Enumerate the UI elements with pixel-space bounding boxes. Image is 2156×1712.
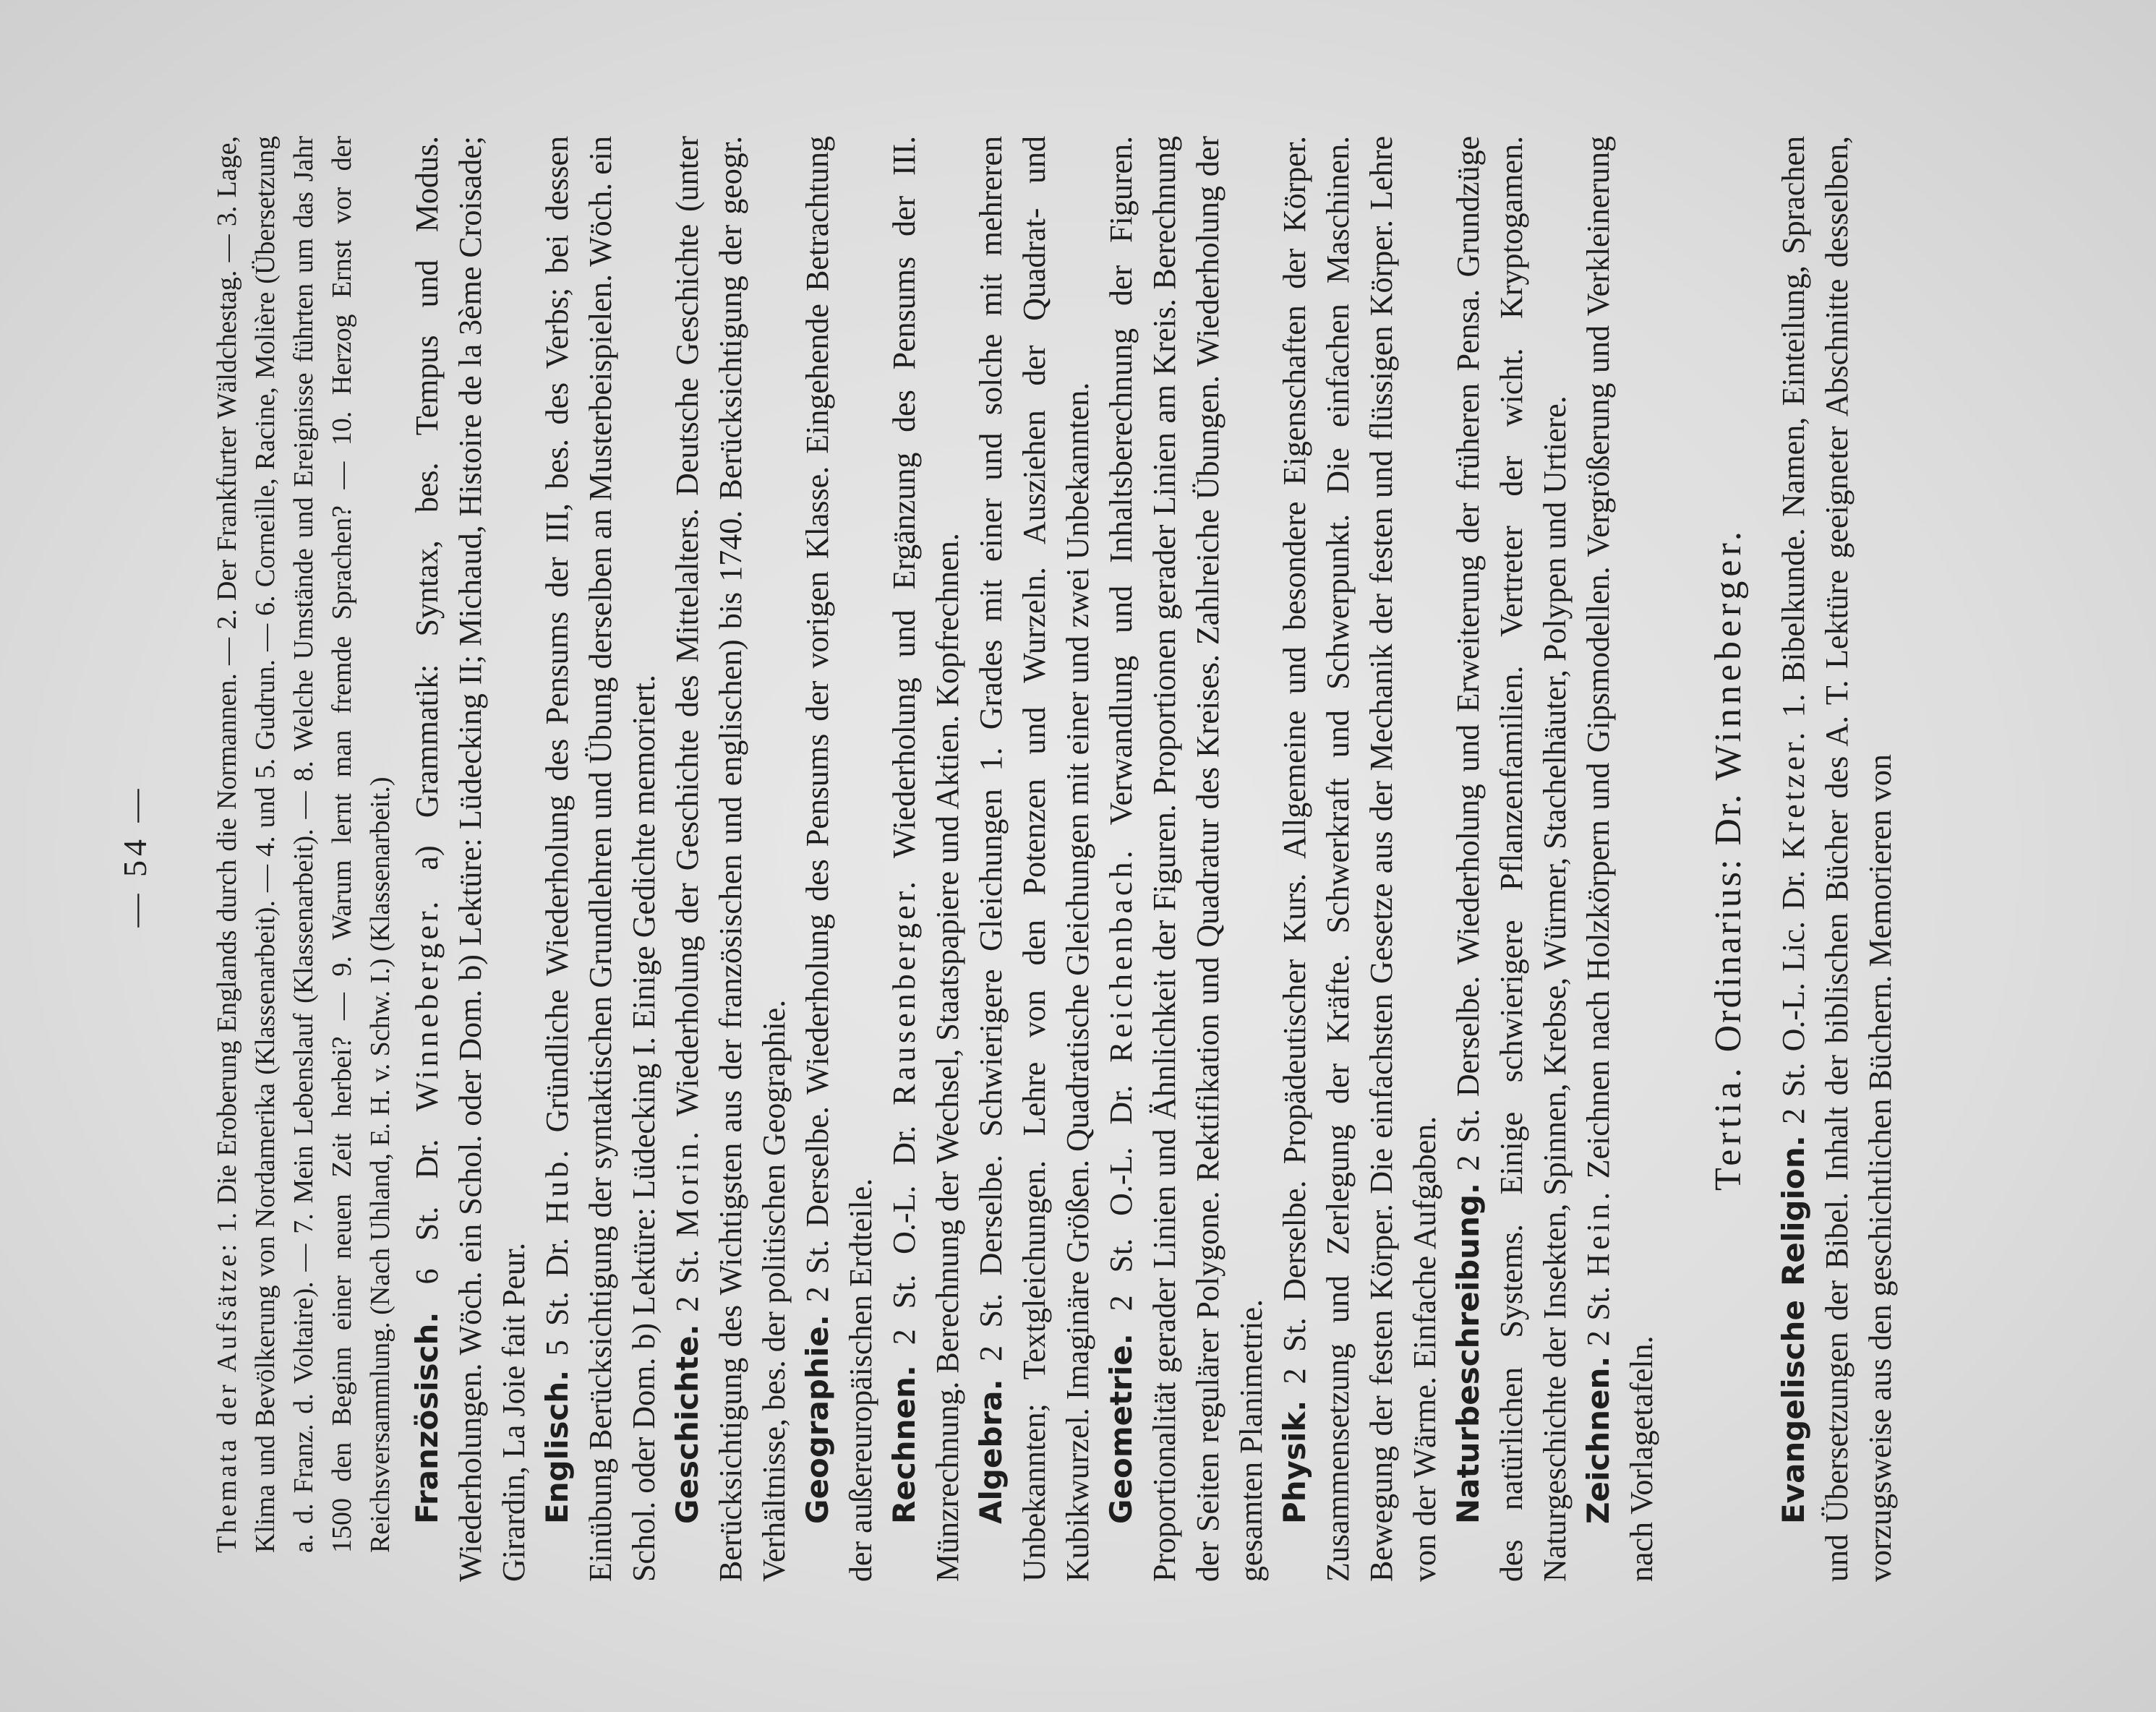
subject-hours: 5 St. Dr. (539, 1223, 575, 1370)
page-number: — 54 — (116, 784, 153, 928)
subject-hours: 2 St. O.-L. Dr. (1103, 1062, 1139, 1334)
ordinarius-label: Ordinarius: Dr. (1708, 780, 1749, 1064)
subject-text: Derselbe. Propädeutischer Kurs. Allgemeine und besondere Eigenschaften der Körper. Zusammensetzung und Zerlegung der Kräfte. Schwerkraft und Schwerpunkt. Die einfachen Maschinen. Bewegung der festen Körper. Die einfachsten Gesetze aus der Mechanik der festen und flüssigen Körper. Lehre von der Wärme. Einfache Aufgaben. (1277, 136, 1442, 1582)
subject-hours: 2 St. (973, 1275, 1009, 1379)
subject-text: Wiederholung der Geschichte des Mittelalters. Deutsche Geschichte (unter Berücksichtigung des Wichtigsten aus der französischen und englischen) bis 1740. Berücksichtigung der geogr. Verhältnisse, bes. der politischen Geographie. (670, 135, 792, 1582)
subject-text: Wiederholung und Ergänzung des Pensums der III. Münzrechnung. Berechnung der Wechsel, Staatspapiere und Aktien. Kopfrechnen. (886, 135, 965, 1582)
subject-name: Französisch. (409, 1311, 445, 1524)
subject-name: Rechnen. (886, 1365, 922, 1524)
ordinarius-teacher: Winneberger. (1708, 527, 1749, 781)
essay-topics-label: Themata der Aufsätze: (212, 1241, 242, 1553)
class-heading-tertia (1707, 136, 1750, 1582)
subject-hours: 2 St. (1277, 1301, 1312, 1400)
subject-text: Derselbe. Schwierigere Gleichungen 1. Grades mit einer und solche mit mehreren Unbekannten; Textgleichungen. Lehre von den Potenzen und Wurzeln. Ausziehen der Quadrat- und Kubikwurzel. Imaginäre Größen. Quadratische Gleichungen mit einer und zwei Unbekannten. (973, 136, 1095, 1582)
subject-geometrie (1100, 136, 1273, 1582)
subject-name: Geographie. (800, 1314, 835, 1524)
subject-teacher: Morin. (670, 1128, 705, 1238)
subject-hours: 2 St. O.-L. Lic. Dr. (1776, 859, 1811, 1136)
essay-topics-text: 1. Die Eroberung Englands durch die Normannen. — 2. Der Frankfurter Wäldchestag. — 3. Lage, Klima und Bevölkerung von Nordamerika (Klassenarbeit). — 4. und 5. Gudrun. — 6. Corneille, Racine, Molière (Übersetzung a. d. Franz. d. Voltaire). — 7. Mein Lebenslauf (Klassenarbeit). — 8. Welche Umstände und Ereignisse führten um das Jahr 1500 den Beginn einer neuen Zeit herbei? — 9. Warum lernt man fremde Sprachen? — 10. Herzog Ernst vor der Reichsversammlung. (Nach Uhland, E. H. v. Schw. I.) (Klassenarbeit.) (212, 136, 395, 1553)
subject-name: Physik. (1277, 1400, 1312, 1524)
subject-naturbeschreibung (1447, 136, 1577, 1582)
subject-evangelische-religion (1772, 136, 1902, 1582)
subject-teacher: Reichenbach. (1103, 847, 1139, 1063)
subject-geographie (796, 136, 883, 1582)
subject-rechnen (883, 136, 970, 1582)
class-name: Tertia. (1708, 1063, 1749, 1191)
subject-franzoesisch (406, 136, 536, 1582)
subject-geschichte (666, 136, 796, 1582)
subject-name: Algebra. (973, 1379, 1009, 1524)
essay-topics (208, 136, 400, 1582)
subject-name: Naturbeschreibung. (1450, 1182, 1486, 1524)
subject-algebra (970, 136, 1100, 1582)
subject-hours: 2 St. (1580, 1276, 1616, 1356)
page-body (181, 136, 1902, 1582)
subject-physik (1273, 136, 1447, 1582)
subject-text: Derselbe. Wiederholung und Erweiterung der früheren Pensa. Grundzüge des natürlichen Systems. Einige schwierigere Pflanzenfamilien. Vertreter der wicht. Kryptogamen. Naturgeschichte der Insekten, Spinnen, Krebse, Würmer, Stachelhäuter, Polypen und Urtiere. (1450, 136, 1573, 1582)
subject-zeichnen (1577, 136, 1664, 1582)
subject-englisch (536, 136, 666, 1582)
subject-hours: 2 St. (670, 1237, 705, 1324)
subject-text: Zeichnen nach Holzkörpern und Gipsmodellen. Vergrößerung und Verkleinerung nach Vorlagetafeln. (1580, 136, 1659, 1582)
subject-name: Geometrie. (1103, 1333, 1139, 1524)
subject-name: Evangelische Religion. (1776, 1135, 1811, 1524)
subject-name: Geschichte. (670, 1324, 705, 1524)
subject-name: Englisch. (539, 1369, 575, 1524)
subject-name: Zeichnen. (1580, 1356, 1616, 1524)
subject-hours: 2 St. (1450, 1097, 1486, 1183)
subject-teacher: Winneberger. (409, 897, 445, 1112)
subject-text: Derselbe. Wiederholung des Pensums der vorigen Klasse. Eingehende Betrachtung der außereuropäischen Erdteile. (800, 136, 878, 1582)
subject-teacher: Kretzer. (1776, 728, 1811, 860)
subject-text: Gründliche Wiederholung des Pensums der III, bes. des Verbs; bei dessen Einübung Berücksichtigung der syntaktischen Grundlehren und Übung derselben an Musterbeispielen. Wöch. ein Schol. oder Dom. b) Lektüre: Lüdecking I. Einige Gedichte memoriert. (539, 136, 662, 1582)
subject-teacher: Hein. (1580, 1188, 1616, 1277)
subject-hours: 2 St. (800, 1227, 835, 1315)
subject-hours: 2 St. O.-L. Dr. (886, 1105, 922, 1366)
subject-teacher: Rausenberger. (886, 878, 922, 1105)
subject-hours: 6 St. Dr. (409, 1111, 445, 1312)
subject-teacher: Hub. (539, 1146, 575, 1224)
subject-text: Verwandlung und Inhaltsberechnung der Figuren. Proportionalität gerader Linien und Ähnlichkeit der Figuren. Proportionen gerader Linien am Kreis. Berechnung der Seiten regulärer Polygone. Rektifikation und Quadratur des Kreises. Zahlreiche Übungen. Wiederholung der gesamten Planimetrie. (1103, 135, 1269, 1582)
subject-text: 1. Bibelkunde. Namen, Einteilung, Sprachen und Übersetzungen der Bibel. Inhalt der biblischen Bücher des A. T. Lektüre geeigneter Abschnitte desselben, vorzugsweise aus den geschichtlichen Büchern. Memorieren von (1776, 136, 1898, 1582)
subject-text: a) Grammatik: Syntax, bes. Tempus und Modus. Wiederholungen. Wöch. ein Schol. oder Dom. b) Lektüre: Lüdecking II; Michaud, Histoire de la 3ème Croisade; Girardin, La Joie fait Peur. (409, 136, 531, 1582)
